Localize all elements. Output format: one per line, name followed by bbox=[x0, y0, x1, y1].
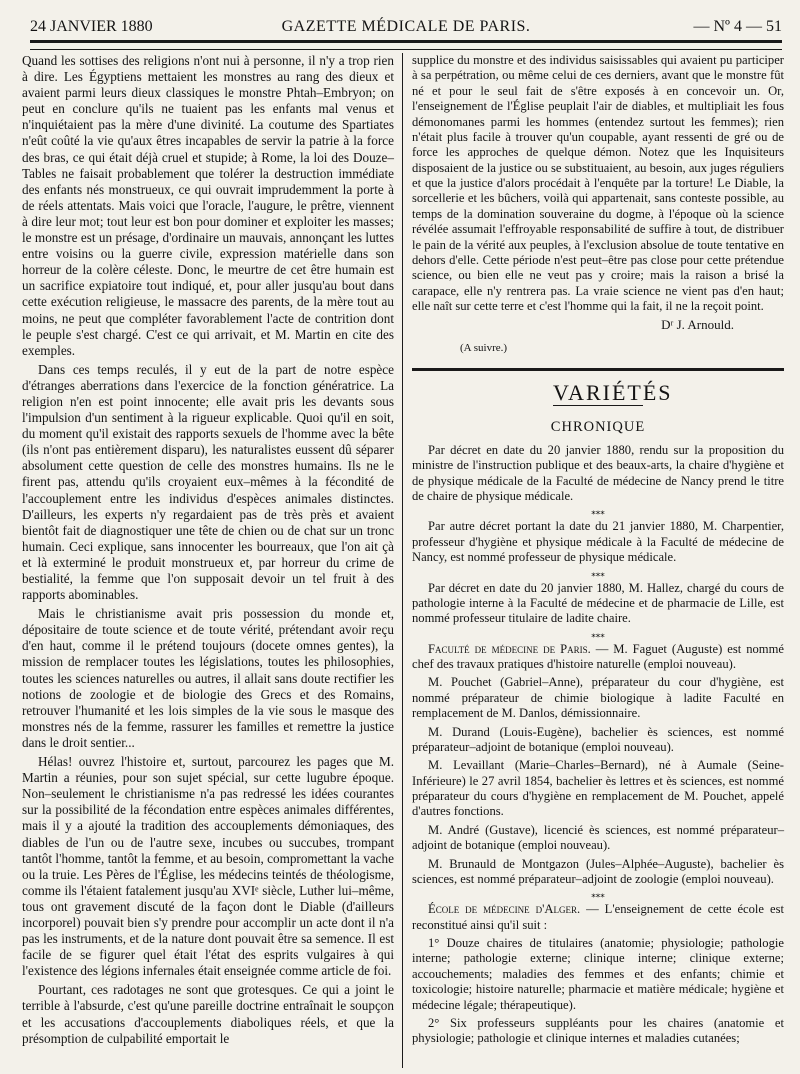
faculte-item: M. Brunauld de Montgazon (Jules–Alphée–Auguste), bachelier ès sciences, est nommé préparateur–adjoint de zoologie (emploi nouveau). bbox=[412, 856, 784, 886]
column-divider bbox=[402, 53, 403, 1068]
asterism-separator: ⁎⁎⁎ bbox=[591, 889, 605, 900]
alger-announcement bbox=[412, 902, 784, 933]
section-title: VARIÉTÉS bbox=[553, 380, 673, 406]
issue-and-page-number: — Nº 4 — 51 bbox=[693, 18, 782, 35]
paragraph: Dans ces temps reculés, il y eut de la part de notre espèce d'étranges aberrations dans l'exercice de la fonction génératrice. La religion n'en est point innocente; elle avait pris les devants sous l'impulsion d'un sentiment à la rigueur explicable. Quoi qu'il en soit, du moment qu'il existait des rapports sexuels de l'homme avec la bête (ils n'ont pas entièrement disparu), les naturalistes eussent dû séparer absolument cette question de celle des monstres humains. Ils ne le firent pas, attendu qu'ils croyaient eux–mêmes à la fécondité de l'accouplement entre les individus d'espèces animales distinctes. D'ailleurs, les experts n'y regardaient pas de très près et avaient bientôt fait de diagnostiquer une tête de chien ou de chat sur un tronc humain. Ceci explique, sans innocenter les bourreaux, que l'on ait çà et là exterminé le produit monstrueux et, par horreur du crime de bestialité, la femme que l'on supposait devoir un tel fruit à des rapports abominables. bbox=[22, 361, 394, 603]
faculte-label: Faculté de médecine de Paris. bbox=[428, 641, 591, 656]
faculte-item: M. Pouchet (Gabriel–Anne), préparateur du cour d'hygiène, est nommé préparateur de chimie biologique à ladite Faculté en remplacement de M. Danlos, démissionnaire. bbox=[412, 675, 784, 721]
alger-intro: — L'enseignement de cette école est reconstitué ainsi qu'il suit : bbox=[412, 902, 784, 932]
paragraph: Quand les sottises des religions n'ont nui à personne, il n'y a trop rien à dire. Les Égyptiens mettaient les monstres au rang des dieux et avaient parmi leurs dieux classiques le monstre Phtah–Embryon; on peut en conclure qu'ils ne tuaient pas les enfants mal venus et n'inquiétaient pas la mère d'une divinité. La coutume des Spartiates n'eût coûté la vie qu'aux êtres incapables de servir la patrie à la force des bras, ce qui était déjà cruel et stupide; à Rome, la loi des Douze–Tables ne faisait probablement que tolérer la destruction immédiate des enfants nés monstrueux, ce qui ouvrait imprudemment la porte à de réels attentats. Mais voici que l'oracle, l'augure, le prêtre, viennent à dire leur mot; tout leur est bon pour dominer et exploiter les masses; le monstre est un présage, d'ordinaire un mauvais, annonçant les luttes entre voisins ou la guerre civile, expression matérielle dans son horreur de la colère céleste. Donc, le meurtre de cet être humain est un sacrifice expiatoire tout indiqué, et, pour aller jusqu'au bout dans cette exécution religieuse, le massacre des parents, de la mère tout au moins, ne peut que compléter favorablement l'acte de contrition dont le peuple s'est chargé. C'est ce qui arrivait, et M. Martin en cite des exemples. bbox=[22, 53, 394, 358]
paragraph: Pourtant, ces radotages ne sont que grotesques. Ce qui a joint le terrible à l'absurde, c'est qu'une pareille doctrine entraînait le soupçon et les accusations d'accouplements diaboliques réels, et que la présomption de culpabilité emportait le bbox=[22, 982, 394, 1046]
chronique-item: Par décret en date du 20 janvier 1880, rendu sur la proposition du ministre de l'instruction publique et des beaux-arts, la chaire d'hygiène et de physique médicale de la Faculté de médecine de Nancy prend le titre de chaire de physique médicale. bbox=[412, 442, 784, 503]
section-rule bbox=[412, 368, 784, 371]
issue-date: 24 JANVIER 1880 bbox=[30, 18, 153, 35]
faculte-item: M. Durand (Louis-Eugène), bachelier ès sciences, est nommé préparateur–adjoint de botanique (emploi nouveau). bbox=[412, 724, 784, 754]
right-column bbox=[412, 53, 784, 1050]
alger-item: 2° Six professeurs suppléants pour les chaires (anatomie et physiologie; pathologie et clinique internes et maladies cutanées; bbox=[412, 1015, 784, 1046]
alger-item: 1° Douze chaires de titulaires (anatomie; physiologie; pathologie interne; pathologie externe; clinique interne; clinique externe; accouchements; maladies des femmes et des enfants; chimie et toxicologie; histoire naturelle; pharmacie et matière médicale; hygiène et médecine légale; thérapeutique). bbox=[412, 936, 784, 1012]
paragraph: supplice du monstre et des individus saisissables qui avaient pu participer à sa perpétration, ou même celui de ces derniers, avant que le monstre fût né et pour le seul fait de s'être exposés à en concevoir un. Or, l'enseignement de l'Église peuplait l'air de diables, et multipliait les fous démonomanes parmi les hommes (entendez surtout les femmes); rien n'était plus facile à trouver qu'un coupable, ayant ressenti de gré ou de force les approches de quelque démon. Notez que les Inquisiteurs disposaient de la justice ou se substituaient, au besoin, aux juges réguliers et que la justice d'alors procédait à l'enquête par la torture! Le Diable, la sorcellerie et les bûchers, voilà qui appartenait, sans conteste possible, au temps de la domination souveraine du dogme, à l'époque où la science révélée assumait l'effroyable responsabilité de suffire à tout, de distribuer le pain de la vérité aux peuples, à l'exclusion absolue de toute tentative en dehors d'elle. Cette période n'est peut–être pas close pour cette prétendue science, ou bien elle ne veut pas y croire; mais la raison a brisé la carapace, elle n'y rentrera pas. La vraie science ne vient pas d'en haut; elle naît sur cette terre et c'est l'homme qui la fait, il ne la reçoit point. bbox=[412, 53, 784, 313]
author-signature: Dʳ J. Arnould. bbox=[661, 317, 734, 333]
to-be-continued-note: (A suivre.) bbox=[460, 341, 508, 354]
paragraph: Mais le christianisme avait pris possession du monde et, dépositaire de toute science et de toute vérité, prétendant avoir reçu d'en haut, comme il le prétend toujours (docete omnes gentes), la mission de remplacer toutes les législations, toutes les philosophies, toutes les sciences naturelles ou autres, il allait sans doute rectifier les notions de zoologie et de biologie des Grecs et des Romains, retrouver l'humanité et les lois simples de la vie sous le masque des monstres nés de la femme, rassurer les familles et remettre la justice dans le droit sentier... bbox=[22, 606, 394, 750]
faculte-item: M. André (Gustave), licencié ès sciences, est nommé préparateur–adjoint de botanique (emploi nouveau). bbox=[412, 822, 784, 853]
journal-title: GAZETTE MÉDICALE DE PARIS. bbox=[281, 18, 531, 35]
left-column bbox=[22, 53, 394, 1050]
asterism-separator: ⁎⁎⁎ bbox=[591, 567, 605, 578]
chronique-item: Par décret en date du 20 janvier 1880, M. Hallez, chargé du cours de pathologie interne à la Faculté de médecine et de pharmacie de Lille, est nommé professeur titulaire de ladite chaire. bbox=[412, 580, 784, 626]
paragraph: Hélas! ouvrez l'histoire et, surtout, parcourez les pages que M. Martin a réunies, pour son sujet spécial, sur cette lugubre époque. Non–seulement le christianisme n'a pas redressé les idées courantes sur la possibilité de la fécondation entre espèces animales différentes, mais il y a ajouté la tradition des accouplements démoniaques, des diables de l'un ou de l'autre sexe, incubes ou succubes, trompant tantôt l'homme, tantôt la femme, et au besoin, compromettant la vache ou la truie. Les Pères de l'Église, les médecins teintés de théologisme, comme ils l'étaient fatalement jusqu'au XVIᵉ siècle, Luther lui–même, tous ont gravement discuté de la façon dont le Diable (d'ailleurs incorporel) pouvait bien s'y prendre pour accomplir un acte dont il n'a pas les instruments, et de la nature dont pouvait être sa semence. Il est facile de se figurer quel était l'état des esprits vulgaires à qui l'existence des légions infernales était enseignée comme article de foi. bbox=[22, 754, 394, 979]
faculte-intro: — M. Faguet (Auguste) est nommé chef des travaux pratiques d'histoire naturelle (emploi nouveau). bbox=[412, 641, 784, 671]
asterism-separator: ⁎⁎⁎ bbox=[591, 628, 605, 639]
asterism-separator: ⁎⁎⁎ bbox=[591, 506, 605, 517]
faculte-announcement bbox=[412, 642, 784, 673]
subsection-title: CHRONIQUE bbox=[550, 418, 646, 435]
alger-label: École de médecine d'Alger. bbox=[428, 902, 581, 917]
running-header bbox=[30, 16, 782, 38]
faculte-item: M. Levaillant (Marie–Charles–Bernard), né à Aumale (Seine-Inférieure) le 27 avril 1854, bachelier ès lettres et ès sciences, est nommé préparateur du cours d'hygiène en remplacement de M. Pouchet, appelé d'autres fonctions. bbox=[412, 758, 784, 819]
header-rule bbox=[30, 40, 782, 50]
chronique-item: Par autre décret portant la date du 21 janvier 1880, M. Charpentier, professeur d'hygiène et physique médicale à la Faculté de médecine de Nancy, est nommé professeur de physique médicale. bbox=[412, 519, 784, 565]
